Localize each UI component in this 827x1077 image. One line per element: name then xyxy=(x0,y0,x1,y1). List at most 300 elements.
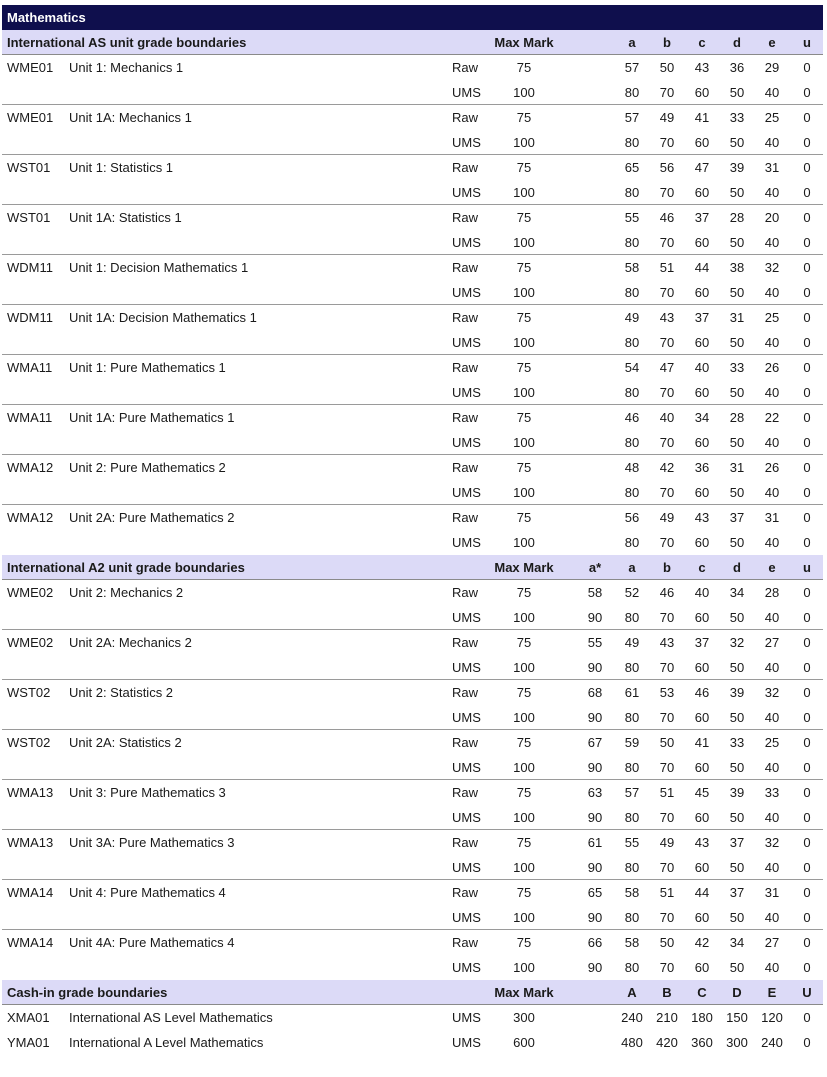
cell-type: UMS xyxy=(452,760,481,775)
cell-d: 33 xyxy=(729,735,745,750)
table-row xyxy=(2,455,823,480)
cell-a: 80 xyxy=(624,435,640,450)
cell-astar: 58 xyxy=(587,585,603,600)
cell-d: 50 xyxy=(729,185,745,200)
cell-d: 37 xyxy=(729,835,745,850)
column-header-b: b xyxy=(663,560,671,575)
cell-a: 54 xyxy=(624,360,640,375)
cell-c: 41 xyxy=(694,110,710,125)
cell-d: 39 xyxy=(729,160,745,175)
cell-b: 51 xyxy=(659,785,675,800)
page-title: Mathematics xyxy=(2,5,823,30)
cell-max: 100 xyxy=(513,860,535,875)
cell-d: 31 xyxy=(729,460,745,475)
cell-b: 70 xyxy=(659,760,675,775)
cell-c: 44 xyxy=(694,260,710,275)
cell-type: UMS xyxy=(452,535,481,550)
cell-d: 28 xyxy=(729,410,745,425)
cell-d: 39 xyxy=(729,685,745,700)
cell-astar: 65 xyxy=(587,885,603,900)
cell-d: 300 xyxy=(726,1035,748,1050)
cell-type: UMS xyxy=(452,960,481,975)
cell-code: WST01 xyxy=(7,210,51,225)
cell-max: 100 xyxy=(513,710,535,725)
cell-title: Unit 1: Decision Mathematics 1 xyxy=(69,260,249,275)
table-row xyxy=(2,680,823,705)
cell-b: 70 xyxy=(659,485,675,500)
table-row xyxy=(2,880,823,905)
cell-max: 75 xyxy=(516,360,532,375)
cell-type: UMS xyxy=(452,810,481,825)
cell-b: 420 xyxy=(656,1035,678,1050)
table-row xyxy=(2,305,823,330)
column-header-c: c xyxy=(698,35,706,50)
cell-u: 0 xyxy=(803,585,811,600)
table-row xyxy=(2,380,823,405)
cell-e: 40 xyxy=(764,860,780,875)
cell-e: 40 xyxy=(764,710,780,725)
cell-type: Raw xyxy=(452,110,479,125)
cell-type: Raw xyxy=(452,735,479,750)
cell-code: WMA13 xyxy=(7,785,54,800)
cell-a: 48 xyxy=(624,460,640,475)
cell-u: 0 xyxy=(803,860,811,875)
cell-d: 50 xyxy=(729,435,745,450)
cell-d: 50 xyxy=(729,235,745,250)
cell-e: 40 xyxy=(764,135,780,150)
cell-u: 0 xyxy=(803,1010,811,1025)
cell-code: WDM11 xyxy=(7,310,53,325)
section-header xyxy=(2,555,823,580)
cell-c: 40 xyxy=(694,360,710,375)
cell-max: 100 xyxy=(513,335,535,350)
cell-c: 36 xyxy=(694,460,710,475)
cell-astar: 55 xyxy=(587,635,603,650)
cell-c: 60 xyxy=(694,710,710,725)
cell-e: 40 xyxy=(764,610,780,625)
cell-u: 0 xyxy=(803,460,811,475)
cell-u: 0 xyxy=(803,535,811,550)
cell-e: 40 xyxy=(764,385,780,400)
cell-c: 60 xyxy=(694,535,710,550)
cell-a: 80 xyxy=(624,960,640,975)
cell-code: WMA12 xyxy=(7,460,54,475)
cell-code: WST02 xyxy=(7,735,51,750)
cell-title: Unit 2: Pure Mathematics 2 xyxy=(69,460,226,475)
cell-type: Raw xyxy=(452,210,479,225)
cell-astar: 90 xyxy=(587,760,603,775)
cell-max: 75 xyxy=(516,110,532,125)
cell-e: 27 xyxy=(764,935,780,950)
column-header-e: e xyxy=(768,35,776,50)
cell-a: 80 xyxy=(624,485,640,500)
cell-type: UMS xyxy=(452,1010,481,1025)
cell-c: 44 xyxy=(694,885,710,900)
cell-d: 36 xyxy=(729,60,745,75)
cell-d: 50 xyxy=(729,810,745,825)
cell-a: 480 xyxy=(621,1035,643,1050)
column-header-max: Max Mark xyxy=(494,35,554,50)
cell-a: 80 xyxy=(624,235,640,250)
cell-c: 43 xyxy=(694,835,710,850)
cell-type: UMS xyxy=(452,285,481,300)
cell-max: 100 xyxy=(513,535,535,550)
cell-e: 40 xyxy=(764,810,780,825)
cell-b: 70 xyxy=(659,535,675,550)
cell-astar: 90 xyxy=(587,810,603,825)
cell-c: 60 xyxy=(694,485,710,500)
cell-c: 60 xyxy=(694,335,710,350)
cell-type: Raw xyxy=(452,310,479,325)
cell-d: 50 xyxy=(729,385,745,400)
table-row xyxy=(2,830,823,855)
cell-a: 240 xyxy=(621,1010,643,1025)
column-header-u: u xyxy=(803,560,811,575)
cell-type: Raw xyxy=(452,160,479,175)
cell-e: 33 xyxy=(764,785,780,800)
cell-e: 120 xyxy=(761,1010,783,1025)
cell-c: 37 xyxy=(694,635,710,650)
cell-b: 70 xyxy=(659,960,675,975)
table-row xyxy=(2,930,823,955)
cell-a: 65 xyxy=(624,160,640,175)
cell-max: 75 xyxy=(516,935,532,950)
cell-type: UMS xyxy=(452,135,481,150)
table-row xyxy=(2,1005,823,1030)
column-header-c: c xyxy=(698,560,706,575)
cell-title: Unit 1: Pure Mathematics 1 xyxy=(69,360,226,375)
cell-b: 70 xyxy=(659,285,675,300)
cell-a: 52 xyxy=(624,585,640,600)
cell-code: WST01 xyxy=(7,160,51,175)
cell-u: 0 xyxy=(803,960,811,975)
cell-d: 50 xyxy=(729,285,745,300)
cell-b: 51 xyxy=(659,885,675,900)
cell-u: 0 xyxy=(803,285,811,300)
column-header-e: E xyxy=(767,985,777,1000)
cell-b: 70 xyxy=(659,660,675,675)
cell-u: 0 xyxy=(803,810,811,825)
table-row xyxy=(2,655,823,680)
cell-c: 42 xyxy=(694,935,710,950)
cell-d: 33 xyxy=(729,110,745,125)
cell-u: 0 xyxy=(803,85,811,100)
cell-type: Raw xyxy=(452,460,479,475)
section-heading: International A2 unit grade boundaries xyxy=(7,560,245,575)
table-row xyxy=(2,755,823,780)
cell-b: 70 xyxy=(659,185,675,200)
cell-b: 43 xyxy=(659,635,675,650)
table-row xyxy=(2,780,823,805)
column-header-a: A xyxy=(627,985,637,1000)
cell-c: 60 xyxy=(694,860,710,875)
cell-a: 57 xyxy=(624,60,640,75)
cell-b: 50 xyxy=(659,935,675,950)
cell-type: UMS xyxy=(452,710,481,725)
cell-u: 0 xyxy=(803,310,811,325)
cell-a: 55 xyxy=(624,210,640,225)
cell-a: 58 xyxy=(624,260,640,275)
cell-u: 0 xyxy=(803,635,811,650)
cell-b: 51 xyxy=(659,260,675,275)
cell-a: 57 xyxy=(624,785,640,800)
cell-u: 0 xyxy=(803,485,811,500)
column-header-max: Max Mark xyxy=(494,560,554,575)
cell-e: 40 xyxy=(764,760,780,775)
cell-c: 41 xyxy=(694,735,710,750)
cell-type: Raw xyxy=(452,785,479,800)
table-row xyxy=(2,255,823,280)
table-row xyxy=(2,905,823,930)
section-header xyxy=(2,30,823,55)
cell-max: 100 xyxy=(513,810,535,825)
cell-c: 60 xyxy=(694,660,710,675)
cell-max: 100 xyxy=(513,610,535,625)
cell-e: 40 xyxy=(764,485,780,500)
cell-b: 42 xyxy=(659,460,675,475)
cell-e: 25 xyxy=(764,735,780,750)
cell-code: WMA14 xyxy=(7,885,54,900)
cell-max: 75 xyxy=(516,410,532,425)
cell-c: 60 xyxy=(694,960,710,975)
cell-c: 60 xyxy=(694,285,710,300)
cell-type: UMS xyxy=(452,385,481,400)
cell-b: 70 xyxy=(659,810,675,825)
cell-u: 0 xyxy=(803,510,811,525)
cell-u: 0 xyxy=(803,785,811,800)
cell-code: WME01 xyxy=(7,110,54,125)
table-row xyxy=(2,230,823,255)
cell-max: 100 xyxy=(513,385,535,400)
cell-u: 0 xyxy=(803,935,811,950)
cell-e: 40 xyxy=(764,660,780,675)
cell-code: WMA12 xyxy=(7,510,54,525)
column-header-b: b xyxy=(663,35,671,50)
cell-e: 32 xyxy=(764,260,780,275)
cell-a: 80 xyxy=(624,285,640,300)
cell-type: UMS xyxy=(452,335,481,350)
cell-e: 40 xyxy=(764,235,780,250)
cell-a: 80 xyxy=(624,810,640,825)
cell-c: 45 xyxy=(694,785,710,800)
cell-c: 60 xyxy=(694,185,710,200)
sections-container xyxy=(2,30,823,1055)
cell-e: 40 xyxy=(764,85,780,100)
cell-e: 26 xyxy=(764,460,780,475)
cell-u: 0 xyxy=(803,1035,811,1050)
cell-max: 75 xyxy=(516,460,532,475)
cell-type: Raw xyxy=(452,510,479,525)
cell-type: Raw xyxy=(452,685,479,700)
column-header-d: D xyxy=(732,985,742,1000)
cell-b: 50 xyxy=(659,735,675,750)
cell-b: 49 xyxy=(659,510,675,525)
cell-type: UMS xyxy=(452,235,481,250)
table-row xyxy=(2,55,823,80)
cell-a: 80 xyxy=(624,335,640,350)
cell-type: Raw xyxy=(452,635,479,650)
cell-u: 0 xyxy=(803,60,811,75)
table-row xyxy=(2,180,823,205)
cell-max: 75 xyxy=(516,635,532,650)
cell-d: 50 xyxy=(729,135,745,150)
cell-b: 210 xyxy=(656,1010,678,1025)
cell-max: 100 xyxy=(513,235,535,250)
cell-max: 75 xyxy=(516,735,532,750)
cell-title: International A Level Mathematics xyxy=(69,1035,264,1050)
cell-title: Unit 1A: Mechanics 1 xyxy=(69,110,192,125)
cell-type: UMS xyxy=(452,485,481,500)
cell-u: 0 xyxy=(803,435,811,450)
cell-c: 360 xyxy=(691,1035,713,1050)
cell-code: WST02 xyxy=(7,685,51,700)
cell-b: 47 xyxy=(659,360,675,375)
cell-type: Raw xyxy=(452,410,479,425)
cell-max: 100 xyxy=(513,285,535,300)
cell-e: 32 xyxy=(764,685,780,700)
table-row xyxy=(2,530,823,555)
cell-title: Unit 1: Mechanics 1 xyxy=(69,60,184,75)
cell-c: 60 xyxy=(694,85,710,100)
cell-title: Unit 2: Statistics 2 xyxy=(69,685,174,700)
cell-u: 0 xyxy=(803,710,811,725)
table-row xyxy=(2,580,823,605)
cell-u: 0 xyxy=(803,260,811,275)
cell-code: WMA11 xyxy=(7,360,53,375)
cell-title: Unit 1A: Decision Mathematics 1 xyxy=(69,310,257,325)
cell-type: UMS xyxy=(452,660,481,675)
cell-d: 32 xyxy=(729,635,745,650)
cell-max: 600 xyxy=(513,1035,535,1050)
cell-e: 240 xyxy=(761,1035,783,1050)
cell-title: Unit 2A: Statistics 2 xyxy=(69,735,182,750)
cell-b: 70 xyxy=(659,910,675,925)
cell-type: UMS xyxy=(452,860,481,875)
cell-b: 70 xyxy=(659,385,675,400)
cell-b: 40 xyxy=(659,410,675,425)
cell-b: 49 xyxy=(659,835,675,850)
cell-type: Raw xyxy=(452,835,479,850)
cell-a: 80 xyxy=(624,610,640,625)
cell-astar: 66 xyxy=(587,935,603,950)
column-header-a: a xyxy=(628,35,636,50)
cell-max: 75 xyxy=(516,835,532,850)
cell-u: 0 xyxy=(803,210,811,225)
cell-d: 33 xyxy=(729,360,745,375)
cell-e: 22 xyxy=(764,410,780,425)
table-row xyxy=(2,955,823,980)
cell-max: 75 xyxy=(516,160,532,175)
cell-e: 26 xyxy=(764,360,780,375)
cell-c: 60 xyxy=(694,385,710,400)
cell-e: 40 xyxy=(764,910,780,925)
cell-e: 40 xyxy=(764,960,780,975)
cell-d: 50 xyxy=(729,910,745,925)
cell-d: 50 xyxy=(729,485,745,500)
cell-e: 31 xyxy=(764,160,780,175)
cell-code: WME02 xyxy=(7,635,54,650)
cell-max: 75 xyxy=(516,885,532,900)
cell-u: 0 xyxy=(803,735,811,750)
cell-b: 70 xyxy=(659,235,675,250)
cell-e: 25 xyxy=(764,310,780,325)
cell-c: 47 xyxy=(694,160,710,175)
cell-code: WMA11 xyxy=(7,410,53,425)
cell-a: 49 xyxy=(624,635,640,650)
cell-c: 60 xyxy=(694,760,710,775)
table-row xyxy=(2,355,823,380)
cell-type: Raw xyxy=(452,60,479,75)
section-header xyxy=(2,980,823,1005)
cell-a: 80 xyxy=(624,710,640,725)
cell-code: WME02 xyxy=(7,585,54,600)
section-heading: International AS unit grade boundaries xyxy=(7,35,247,50)
cell-c: 34 xyxy=(694,410,710,425)
cell-c: 43 xyxy=(694,510,710,525)
table-row xyxy=(2,505,823,530)
cell-u: 0 xyxy=(803,410,811,425)
cell-d: 31 xyxy=(729,310,745,325)
cell-d: 38 xyxy=(729,260,745,275)
cell-e: 28 xyxy=(764,585,780,600)
table-row xyxy=(2,705,823,730)
cell-max: 100 xyxy=(513,960,535,975)
cell-max: 100 xyxy=(513,660,535,675)
cell-a: 57 xyxy=(624,110,640,125)
cell-d: 50 xyxy=(729,660,745,675)
cell-c: 46 xyxy=(694,685,710,700)
table-row xyxy=(2,1030,823,1055)
cell-a: 80 xyxy=(624,860,640,875)
cell-a: 55 xyxy=(624,835,640,850)
cell-title: Unit 3: Pure Mathematics 3 xyxy=(69,785,226,800)
table-row xyxy=(2,105,823,130)
cell-e: 29 xyxy=(764,60,780,75)
cell-a: 80 xyxy=(624,535,640,550)
column-header-e: e xyxy=(768,560,776,575)
cell-d: 39 xyxy=(729,785,745,800)
cell-b: 70 xyxy=(659,710,675,725)
cell-max: 100 xyxy=(513,910,535,925)
table-row xyxy=(2,155,823,180)
cell-astar: 68 xyxy=(587,685,603,700)
cell-d: 50 xyxy=(729,960,745,975)
cell-u: 0 xyxy=(803,135,811,150)
cell-e: 40 xyxy=(764,535,780,550)
cell-b: 50 xyxy=(659,60,675,75)
table-row xyxy=(2,405,823,430)
cell-u: 0 xyxy=(803,610,811,625)
cell-u: 0 xyxy=(803,910,811,925)
cell-d: 50 xyxy=(729,85,745,100)
cell-b: 43 xyxy=(659,310,675,325)
cell-d: 37 xyxy=(729,885,745,900)
cell-type: UMS xyxy=(452,185,481,200)
cell-b: 46 xyxy=(659,585,675,600)
cell-title: Unit 4: Pure Mathematics 4 xyxy=(69,885,226,900)
cell-astar: 67 xyxy=(587,735,603,750)
cell-max: 75 xyxy=(516,685,532,700)
cell-type: UMS xyxy=(452,435,481,450)
column-header-u: u xyxy=(803,35,811,50)
cell-code: WMA13 xyxy=(7,835,54,850)
table-row xyxy=(2,130,823,155)
cell-d: 150 xyxy=(726,1010,748,1025)
cell-title: International AS Level Mathematics xyxy=(69,1010,273,1025)
cell-u: 0 xyxy=(803,885,811,900)
cell-d: 28 xyxy=(729,210,745,225)
cell-a: 56 xyxy=(624,510,640,525)
